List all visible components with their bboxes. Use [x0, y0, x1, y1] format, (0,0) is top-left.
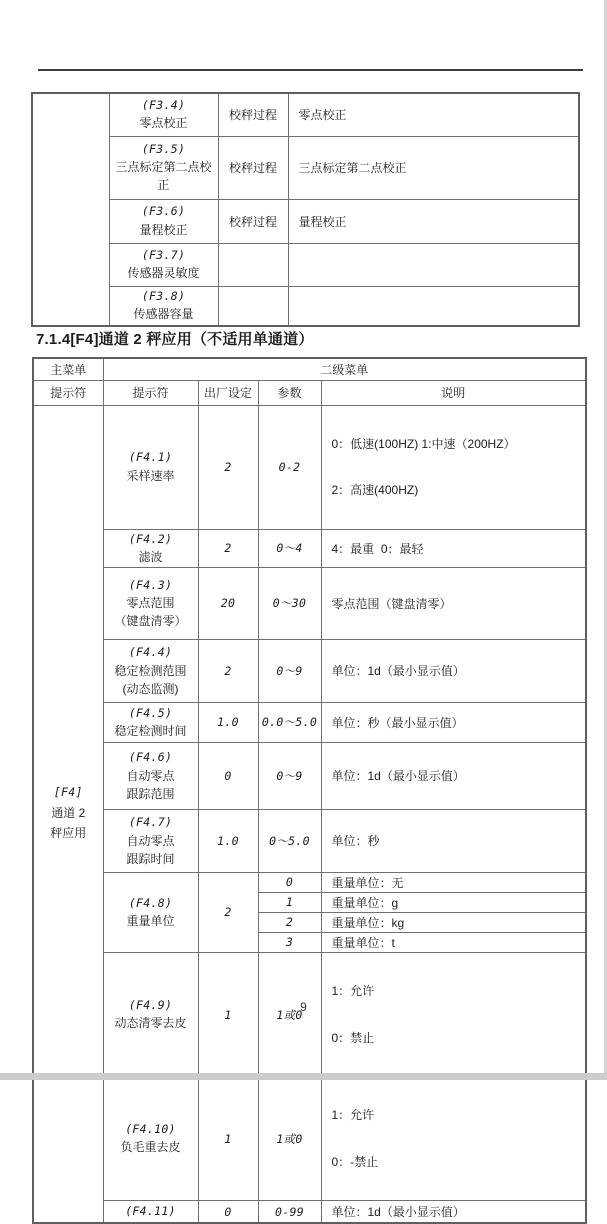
- prompt-code: (F4.3): [128, 577, 173, 592]
- factory-setting-cell: 1.0: [198, 809, 258, 872]
- table-row: [32, 93, 579, 136]
- description-cell: 零点校正: [288, 93, 579, 136]
- description-cell: [321, 952, 586, 1076]
- main-menu-cell: [33, 405, 103, 1223]
- table-row: [33, 639, 586, 702]
- description-cell: 重量单位：kg: [321, 912, 586, 932]
- parameter-cell: 1: [258, 892, 321, 912]
- parameter-cell: 1或0: [258, 952, 321, 1076]
- prompt-code: (F4.5): [128, 705, 173, 720]
- parameter-cell: 0-99: [258, 1201, 321, 1223]
- description-cell: 单位：1d（最小显示值）: [321, 742, 586, 809]
- prompt-cell: [103, 639, 198, 702]
- factory-cell: 校秤过程: [218, 199, 288, 243]
- description-header: 说明: [321, 380, 586, 405]
- prompt-cell: [103, 809, 198, 872]
- prompt-code: (F4.7): [128, 815, 173, 830]
- description-cell: 重量单位：无: [321, 872, 586, 892]
- prompt-code: (F3.5): [141, 141, 186, 156]
- parameter-cell: 1或0: [258, 1077, 321, 1201]
- header-rule: [38, 69, 583, 71]
- prompt-code: (F4.11): [125, 1203, 176, 1218]
- prompt-cell: [103, 742, 198, 809]
- prompt-cell: [103, 405, 198, 529]
- description-cell: [288, 286, 579, 326]
- prompt-cell: [103, 567, 198, 639]
- prompt-code: (F4.8): [128, 895, 173, 910]
- factory-setting-cell: 1.0: [198, 702, 258, 742]
- parameter-cell: 0～4: [258, 529, 321, 567]
- description-cell: 零点范围（键盘清零）: [321, 567, 586, 639]
- prompt-code: (F4.4): [128, 645, 173, 660]
- prompt-code: (F4.1): [128, 450, 173, 465]
- description-cell: 量程校正: [288, 199, 579, 243]
- parameter-cell: 0～9: [258, 742, 321, 809]
- prompt-name: 动态清零去皮: [114, 1016, 187, 1031]
- parameter-cell: 0～9: [258, 639, 321, 702]
- prompt-code: (F3.4): [141, 98, 186, 113]
- factory-cell: [218, 286, 288, 326]
- factory-setting-cell: 20: [198, 567, 258, 639]
- description-cell: 重量单位：g: [321, 892, 586, 912]
- continuation-empty-cell: [32, 93, 109, 326]
- description-cell: [288, 243, 579, 286]
- prompt-name: 重量单位: [126, 914, 175, 929]
- description-line: 0：禁止: [331, 1030, 375, 1045]
- prompt-code: (F4.9): [128, 997, 173, 1012]
- factory-setting-cell: 2: [198, 872, 258, 952]
- parameter-cell: 0.0～5.0: [258, 702, 321, 742]
- prompt-name: 传感器灵敏度: [127, 266, 200, 281]
- table-header-row: [33, 380, 586, 405]
- table-row: [32, 243, 579, 286]
- table-row: [33, 529, 586, 567]
- description-cell: 重量单位：t: [321, 932, 586, 952]
- table-header-row: [33, 358, 586, 380]
- factory-cell: [218, 243, 288, 286]
- prompt-cell: [109, 136, 218, 199]
- table-row: [33, 567, 586, 639]
- prompt-cell: [109, 243, 218, 286]
- main-menu-name: 通道 2: [51, 806, 86, 821]
- prompt-cell: [103, 1201, 198, 1223]
- description-cell: 单位：1d（最小显示值）: [321, 1201, 586, 1223]
- table-row: [33, 952, 586, 1076]
- prompt-header: 提示符: [103, 380, 198, 405]
- description-cell: 4：最重 0：最轻: [321, 529, 586, 567]
- prompt-cell: [103, 1077, 198, 1201]
- prompt-name: 零点校正: [139, 116, 188, 131]
- table-row: [32, 199, 579, 243]
- factory-setting-cell: 2: [198, 529, 258, 567]
- prompt-name: 传感器容量: [133, 307, 194, 322]
- description-cell: 单位：秒（最小显示值）: [321, 702, 586, 742]
- prompt-code: (F4.6): [128, 750, 173, 765]
- factory-setting-cell: 0: [198, 742, 258, 809]
- prompt-code: (F3.7): [141, 247, 186, 262]
- main-menu-name: 秤应用: [50, 826, 87, 841]
- table-row: [32, 136, 579, 199]
- main-menu-code: [F4]: [53, 785, 83, 800]
- table-row: [33, 742, 586, 809]
- prompt-note: (动态监测): [122, 681, 179, 696]
- prompt-name: 零点范围: [126, 596, 175, 611]
- page-bottom-edge: [0, 1073, 607, 1080]
- table-row: [33, 405, 586, 529]
- table-row: [33, 702, 586, 742]
- factory-setting-cell: 1: [198, 1077, 258, 1201]
- prompt-name: 量程校正: [139, 222, 188, 237]
- prompt-name: 负毛重去皮: [120, 1140, 181, 1155]
- section-heading: 7.1.4[F4]通道 2 秤应用（不适用单通道）: [36, 331, 314, 348]
- page-number: 9: [300, 1000, 307, 1014]
- prompt-name: 自动零点: [126, 768, 175, 783]
- prompt-cell: [103, 529, 198, 567]
- description-line: 0：-禁止: [331, 1154, 379, 1169]
- secondary-menu-header: 二级菜单: [103, 358, 586, 380]
- prompt-code: (F4.2): [128, 531, 173, 546]
- prompt-header: 提示符: [33, 380, 103, 405]
- prompt-cell: [103, 872, 198, 952]
- table-row: [33, 872, 586, 892]
- prompt-cell: [109, 199, 218, 243]
- main-menu-header: 主菜单: [33, 358, 103, 380]
- parameter-cell: 2: [258, 912, 321, 932]
- description-line: 2：高速(400HZ): [331, 483, 419, 498]
- prompt-note: （键盘清零）: [114, 614, 187, 629]
- parameter-cell: 0～30: [258, 567, 321, 639]
- prompt-cell: [103, 702, 198, 742]
- prompt-name: 滤波: [138, 549, 163, 564]
- calibration-table: [31, 92, 580, 327]
- prompt-name: 稳定检测范围: [114, 663, 187, 678]
- channel2-settings-table: [32, 357, 587, 1224]
- table-row: [33, 809, 586, 872]
- prompt-cell: [109, 286, 218, 326]
- description-cell: [321, 1077, 586, 1201]
- prompt-name: 采样速率: [126, 468, 175, 483]
- description-cell: 单位：1d（最小显示值）: [321, 639, 586, 702]
- parameter-cell: 0-2: [258, 405, 321, 529]
- factory-setting-cell: 0: [198, 1201, 258, 1223]
- parameter-cell: 3: [258, 932, 321, 952]
- factory-setting-header: 出厂设定: [198, 380, 258, 405]
- parameter-cell: 0: [258, 872, 321, 892]
- factory-setting-cell: 2: [198, 405, 258, 529]
- prompt-note: 跟踪范围: [126, 786, 175, 801]
- table-row: [32, 286, 579, 326]
- prompt-code: (F4.10): [125, 1122, 176, 1137]
- description-line: 1：允许: [331, 1108, 375, 1123]
- table-row: [33, 1077, 586, 1201]
- parameter-cell: 0～5.0: [258, 809, 321, 872]
- table-row: [33, 1201, 586, 1223]
- description-cell: 单位：秒: [321, 809, 586, 872]
- prompt-code: (F3.8): [141, 289, 186, 304]
- prompt-note: 跟踪时间: [126, 851, 175, 866]
- parameter-header: 参数: [258, 380, 321, 405]
- prompt-name: 三点标定第二点校正: [115, 160, 212, 193]
- description-line: 0：低速(100HZ) 1:中速（200HZ）: [331, 436, 516, 451]
- prompt-name: 稳定检测时间: [114, 724, 187, 739]
- description-cell: 三点标定第二点校正: [288, 136, 579, 199]
- description-cell: [321, 405, 586, 529]
- factory-setting-cell: 1: [198, 952, 258, 1076]
- factory-cell: 校秤过程: [218, 136, 288, 199]
- prompt-cell: [109, 93, 218, 136]
- factory-setting-cell: 2: [198, 639, 258, 702]
- prompt-code: (F3.6): [141, 204, 186, 219]
- description-line: 1：允许: [331, 983, 375, 998]
- prompt-cell: [103, 952, 198, 1076]
- prompt-name: 自动零点: [126, 833, 175, 848]
- factory-cell: 校秤过程: [218, 93, 288, 136]
